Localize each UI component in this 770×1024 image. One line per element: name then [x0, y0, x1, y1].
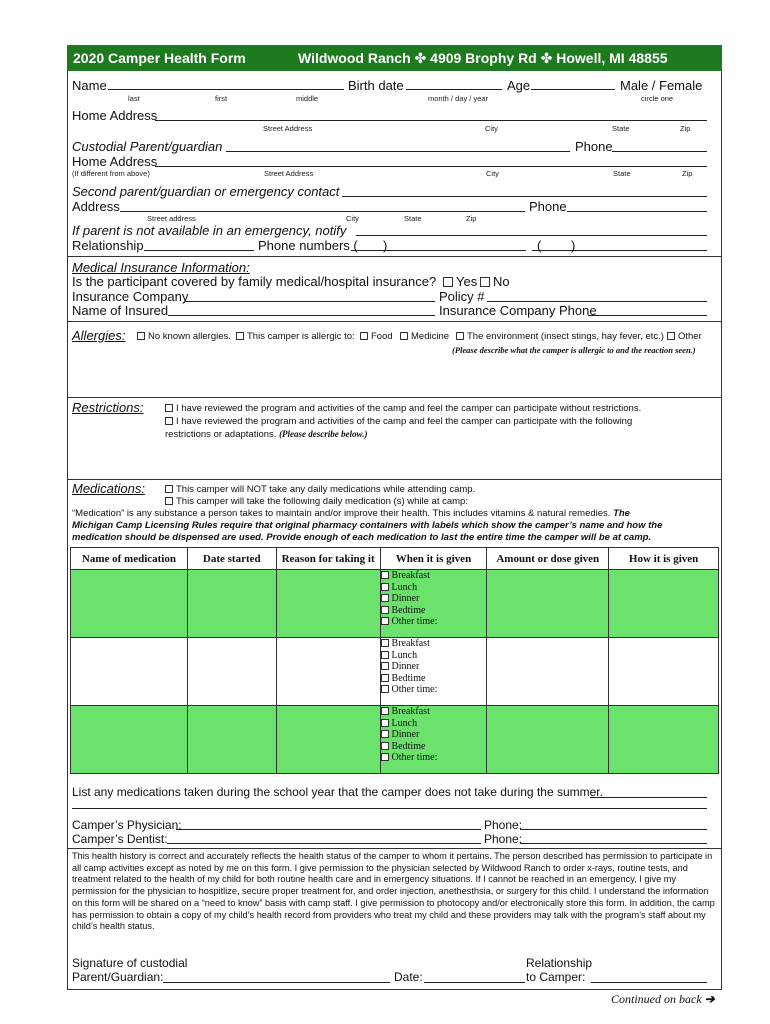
relationship-to-camper-input[interactable]: [591, 971, 707, 983]
sub-state-2: State: [613, 169, 631, 178]
physician-phone-input[interactable]: [520, 818, 707, 830]
notify-input[interactable]: [356, 224, 707, 236]
allergy-other-label: Other: [678, 331, 702, 342]
phone-number-2-input[interactable]: [532, 239, 707, 251]
second-phone-input[interactable]: [567, 200, 707, 212]
medication-definition-2: Michigan Camp Licensing Rules require that original pharmacy containers with labels which show the camper’s name and how the: [72, 520, 663, 531]
divider-consent: [67, 848, 722, 849]
medication-some-label: This camper will take the following daily medication (s) while at camp:: [176, 496, 468, 507]
insurance-no[interactable]: [480, 274, 510, 289]
time-option[interactable]: Breakfast: [381, 706, 487, 718]
second-phone-label: Phone: [529, 199, 567, 214]
allergy-none[interactable]: [137, 331, 231, 342]
cell-medication-name[interactable]: [71, 638, 188, 706]
sub-middle: middle: [296, 94, 319, 103]
time-option[interactable]: Dinner: [381, 593, 487, 605]
sub-city: City: [485, 124, 498, 133]
date-label: Date:: [394, 970, 423, 984]
insurance-yes[interactable]: [443, 274, 477, 289]
home-address-input[interactable]: [155, 109, 707, 121]
allergy-allergic-label: This camper is allergic to:: [247, 331, 355, 342]
notify-label: If parent is not available in an emergency, notify: [72, 223, 347, 238]
allergy-medicine[interactable]: [400, 331, 449, 342]
paren-close-1: ): [383, 238, 388, 253]
sub-zip-2: Zip: [682, 169, 693, 178]
restriction-adaptations-line: [165, 429, 367, 440]
medication-none-checkbox[interactable]: [165, 485, 173, 493]
allergy-none-checkbox[interactable]: [137, 332, 145, 340]
yes-label: Yes: [456, 274, 478, 289]
insurance-heading: Medical Insurance Information:: [72, 260, 250, 275]
no-checkbox[interactable]: [480, 277, 490, 287]
medication-none-label: This camper will NOT take any daily medications while attending camp.: [176, 484, 476, 495]
col-how-given: How it is given: [609, 548, 719, 570]
col-date-started: Date started: [187, 548, 276, 570]
home-address-label: Home Address: [72, 108, 158, 123]
phone-number-1-input[interactable]: [351, 239, 526, 251]
sub-first: first: [215, 94, 228, 103]
allergy-allergic[interactable]: [236, 331, 355, 342]
custodial-label: Custodial Parent/guardian: [72, 139, 223, 154]
cell-when-given: [380, 638, 487, 706]
custodial-phone-input[interactable]: [612, 140, 707, 152]
address-label: Address: [72, 199, 120, 214]
sub-last: last: [128, 94, 140, 103]
custodial-input[interactable]: [226, 140, 570, 152]
time-option[interactable]: Bedtime: [381, 673, 487, 685]
sub-state: State: [612, 124, 630, 133]
relationship-to-camper-label-1: Relationship: [526, 956, 593, 970]
second-parent-label: Second parent/guardian or emergency contact: [72, 184, 340, 199]
insurance-question: Is the participant covered by family medical/hospital insurance?: [72, 274, 437, 289]
cell-amount[interactable]: [487, 638, 609, 706]
continued-on-back: [611, 992, 715, 1007]
table-row: [71, 706, 719, 774]
birth-date-input[interactable]: [406, 78, 502, 90]
home-address-2-label: Home Address: [72, 154, 158, 169]
allergy-environment-checkbox[interactable]: [456, 332, 464, 340]
divider-medications: [67, 479, 722, 480]
sub-zip-3: Zip: [466, 214, 477, 223]
physician-phone-label: Phone:: [484, 818, 523, 832]
medication-some[interactable]: [165, 496, 468, 507]
yes-checkbox[interactable]: [443, 277, 453, 287]
allergy-none-label: No known allergies.: [148, 331, 231, 342]
physician-label: Camper’s Physician:: [72, 818, 182, 832]
time-option[interactable]: Lunch: [381, 650, 487, 662]
sub-street-address: Street address: [147, 214, 196, 223]
cell-medication-name[interactable]: [71, 570, 188, 638]
time-option[interactable]: Breakfast: [381, 638, 487, 650]
date-input[interactable]: [424, 971, 525, 983]
allergy-environment-label: The environment (insect stings, hay fever, etc.): [467, 331, 664, 342]
col-when-given: When it is given: [380, 548, 487, 570]
medication-definition-1: [72, 508, 630, 519]
policy-input[interactable]: [487, 290, 707, 302]
medication-def-the: The: [613, 508, 630, 519]
cell-date-started[interactable]: [187, 570, 276, 638]
time-option[interactable]: Dinner: [381, 661, 487, 673]
sub-zip: Zip: [680, 124, 691, 133]
signature-input[interactable]: [163, 971, 390, 983]
dentist-phone-input[interactable]: [520, 832, 707, 844]
time-option[interactable]: Breakfast: [381, 570, 487, 582]
birth-date-label: Birth date: [348, 78, 404, 93]
paren-open-2: (: [537, 238, 542, 253]
policy-label: Policy #: [439, 289, 485, 304]
col-reason: Reason for taking it: [276, 548, 380, 570]
insurance-company-label: Insurance Company: [72, 289, 189, 304]
col-amount: Amount or dose given: [487, 548, 609, 570]
sub-city-3: City: [346, 214, 359, 223]
table-row: [71, 570, 719, 638]
allergies-heading: Allergies:: [72, 328, 126, 343]
sub-circle: circle one: [641, 94, 674, 103]
continued-text: Continued on back: [611, 992, 702, 1006]
dentist-phone-label: Phone:: [484, 832, 523, 846]
sub-city-2: City: [486, 169, 499, 178]
cell-how-given[interactable]: [609, 706, 719, 774]
restriction-some[interactable]: [165, 416, 632, 427]
cell-medication-name[interactable]: [71, 706, 188, 774]
restriction-note: (Please describe below.): [279, 429, 368, 439]
divider-insurance: [67, 256, 722, 257]
name-input[interactable]: [108, 78, 344, 90]
allergy-food-checkbox[interactable]: [360, 332, 368, 340]
cell-how-given[interactable]: [609, 638, 719, 706]
home-address-2-input[interactable]: [155, 155, 707, 167]
cell-reason[interactable]: [276, 570, 380, 638]
cell-reason[interactable]: [276, 706, 380, 774]
allergy-environment[interactable]: [456, 331, 664, 342]
medication-some-checkbox[interactable]: [165, 497, 173, 505]
second-parent-input[interactable]: [342, 185, 707, 197]
cell-when-given: [380, 706, 487, 774]
phone-numbers-label: Phone numbers (: [258, 238, 358, 253]
sub-date: month / day / year: [428, 94, 489, 103]
sub-if-different: (If different from above): [72, 169, 150, 178]
school-medications-label: List any medications taken during the school year that the camper does not take during the summer.: [72, 785, 603, 799]
school-medications-input-2[interactable]: [72, 797, 707, 809]
insured-input[interactable]: [168, 304, 435, 316]
arrow-right-icon: ➔: [704, 992, 715, 1006]
second-address-input[interactable]: [120, 200, 525, 212]
time-option[interactable]: Lunch: [381, 582, 487, 594]
cell-reason[interactable]: [276, 638, 380, 706]
form-header: [67, 45, 722, 71]
age-label: Age: [507, 78, 531, 93]
insurance-company-input[interactable]: [185, 290, 435, 302]
restriction-some-label: I have reviewed the program and activities of the camp and feel the camper can participate with the following: [176, 416, 633, 427]
relationship-label: Relationship: [72, 238, 144, 253]
restriction-adaptations-text: restrictions or adaptations.: [165, 429, 277, 440]
allergy-allergic-checkbox[interactable]: [236, 332, 244, 340]
custodial-phone-label: Phone: [575, 139, 613, 154]
restriction-none-label: I have reviewed the program and activities of the camp and feel the camper can participate without restrictions.: [176, 403, 642, 414]
divider-allergies: [67, 321, 722, 322]
insurance-phone-label: Insurance Company Phone: [439, 303, 597, 318]
allergy-food-label: Food: [371, 331, 393, 342]
insurance-phone-input[interactable]: [588, 304, 707, 316]
restriction-some-checkbox[interactable]: [165, 417, 173, 425]
medication-table-header: [71, 548, 719, 570]
sub-street: Street Address: [263, 124, 313, 133]
cell-when-given: [380, 570, 487, 638]
allergy-other-checkbox[interactable]: [667, 332, 675, 340]
medications-heading: Medications:: [72, 481, 145, 496]
medication-table: [70, 547, 719, 774]
cell-date-started[interactable]: [187, 638, 276, 706]
sub-state-3: State: [404, 214, 422, 223]
restrictions-heading: Restrictions:: [72, 400, 144, 415]
insured-label: Name of Insured: [72, 303, 169, 318]
time-option[interactable]: Lunch: [381, 718, 487, 730]
allergy-description-area[interactable]: [68, 358, 721, 395]
time-option[interactable]: Dinner: [381, 729, 487, 741]
dentist-input[interactable]: [167, 832, 481, 844]
signature-label-1: Signature of custodial: [72, 956, 188, 970]
gender-option[interactable]: Male / Female: [620, 78, 703, 93]
cell-date-started[interactable]: [187, 706, 276, 774]
form-title: 2020 Camper Health Form: [73, 50, 246, 66]
table-row: [71, 638, 719, 706]
camp-address: Wildwood Ranch ✤ 4909 Brophy Rd ✤ Howell, MI 48855: [298, 50, 668, 66]
allergy-food[interactable]: [360, 331, 393, 342]
physician-input[interactable]: [176, 818, 481, 830]
time-option[interactable]: Other time:: [381, 752, 487, 764]
time-option[interactable]: Bedtime: [381, 741, 487, 753]
consent-paragraph: This health history is correct and accurately reflects the health status of the camper to whom it pertains. The person described has permission to participate in all camp activities except as noted by me on this form. I give permission to the physician selected by Wildwood Ranch to order x-rays, routine tests, and treatment related to the health of my child for both routine health care and in emergency situations. If I cannot be reached in an emergency, I give my permission for the physician to hospitlize, secure proper treatment for, and order injection, anethesthsia, or surgery for this child. I understand the information on this form will be shared on a “need to know” basis with camp staff. I give permission to photocopy and/or electronically store this form. In addition, the camp has permission to obtain a copy of my child’s health record from providers who treat my child and these providers may talk with the program’s staff about my child’s health status.: [72, 851, 715, 932]
medication-def-text: “Medication” is any substance a person takes to maintain and/or improve their health. This includes vitamins & natural remedies.: [72, 508, 611, 519]
medication-none[interactable]: [165, 484, 475, 495]
time-option[interactable]: Bedtime: [381, 605, 487, 617]
cell-amount[interactable]: [487, 570, 609, 638]
allergy-medicine-label: Medicine: [411, 331, 450, 342]
time-option[interactable]: Other time:: [381, 616, 487, 628]
paren-close-2: ): [571, 238, 576, 253]
age-input[interactable]: [531, 78, 615, 90]
restriction-none[interactable]: [165, 403, 641, 414]
restriction-description-area[interactable]: [68, 443, 721, 476]
allergy-other[interactable]: [667, 331, 702, 342]
dentist-label: Camper’s Dentist:: [72, 832, 168, 846]
allergy-medicine-checkbox[interactable]: [400, 332, 408, 340]
col-medication-name: Name of medication: [71, 548, 188, 570]
time-option[interactable]: Other time:: [381, 684, 487, 696]
relationship-to-camper-label-2: to Camper:: [526, 970, 586, 984]
signature-label-2: Parent/Guardian:: [72, 970, 164, 984]
cell-how-given[interactable]: [609, 570, 719, 638]
medication-definition-3: medication should be dispensed are used. Provide enough of each medication to last the entire time the camper will be at camp.: [72, 532, 652, 543]
name-label: Name: [72, 78, 107, 93]
cell-amount[interactable]: [487, 706, 609, 774]
no-label: No: [493, 274, 510, 289]
relationship-input[interactable]: [144, 239, 254, 251]
divider-restrictions: [67, 397, 722, 398]
restriction-none-checkbox[interactable]: [165, 404, 173, 412]
allergy-note: (Please describe what the camper is allergic to and the reaction seen.): [452, 345, 696, 355]
sub-street-2: Street Address: [264, 169, 314, 178]
